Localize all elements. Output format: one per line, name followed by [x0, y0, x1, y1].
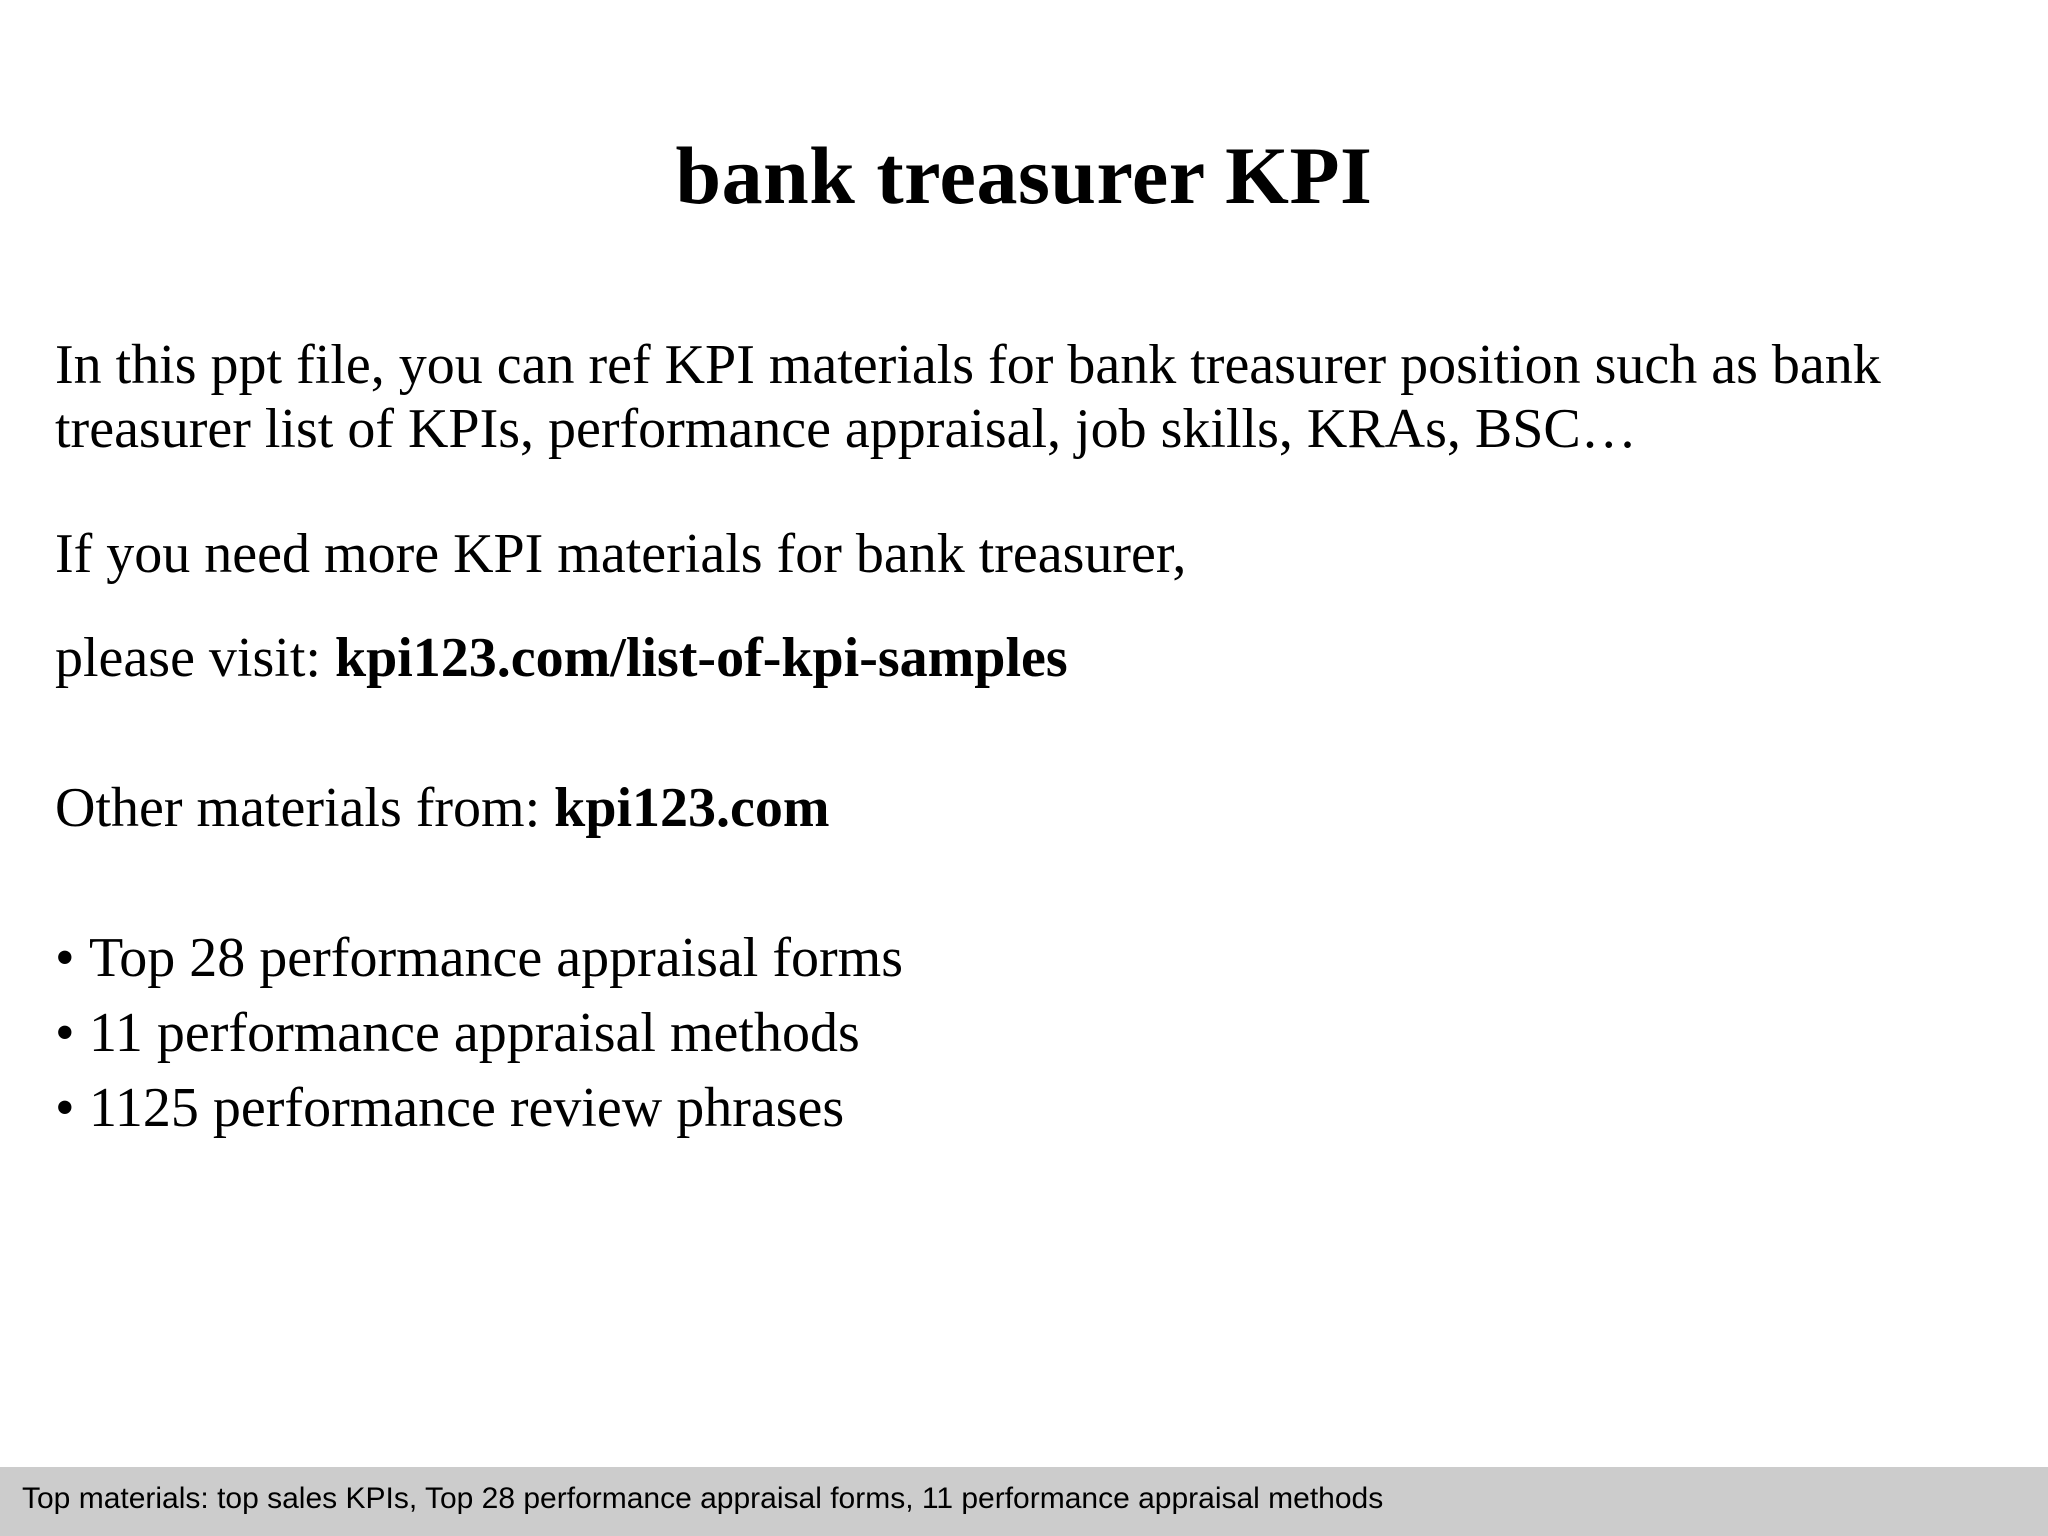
footer-bar — [0, 1467, 2048, 1536]
slide-title: bank treasurer KPI — [675, 130, 1373, 221]
list-item — [55, 1001, 903, 1076]
kpi-samples-link[interactable]: kpi123.com/list-of-kpi-samples — [334, 627, 1068, 689]
bullet-text: Top 28 performance appraisal forms — [89, 927, 903, 989]
bullet-dot: • — [55, 927, 75, 989]
list-item — [55, 1076, 903, 1151]
kpi123-link[interactable]: kpi123.com — [554, 777, 830, 839]
list-item — [55, 926, 903, 1001]
bullet-text: 1125 performance review phrases — [89, 1077, 845, 1139]
bullet-dot: • — [55, 1002, 75, 1064]
intro-paragraph: In this ppt file, you can ref KPI materials for bank treasurer position such as bank treasurer list of KPIs, performance appraisal, job skills, KRAs, BSC… — [55, 334, 1881, 460]
footer-text: Top materials: top sales KPIs, Top 28 performance appraisal forms, 11 performance appraisal methods — [22, 1482, 1384, 1515]
visit-prefix: please visit: — [55, 627, 335, 689]
visit-line — [55, 626, 1068, 690]
other-materials-prefix: Other materials from: — [55, 777, 555, 839]
other-materials-line — [55, 776, 830, 840]
bullet-text: 11 performance appraisal methods — [89, 1002, 860, 1064]
need-more-text: If you need more KPI materials for bank treasurer, — [55, 523, 1187, 585]
materials-bullet-list — [55, 926, 903, 1151]
bullet-dot: • — [55, 1077, 75, 1139]
